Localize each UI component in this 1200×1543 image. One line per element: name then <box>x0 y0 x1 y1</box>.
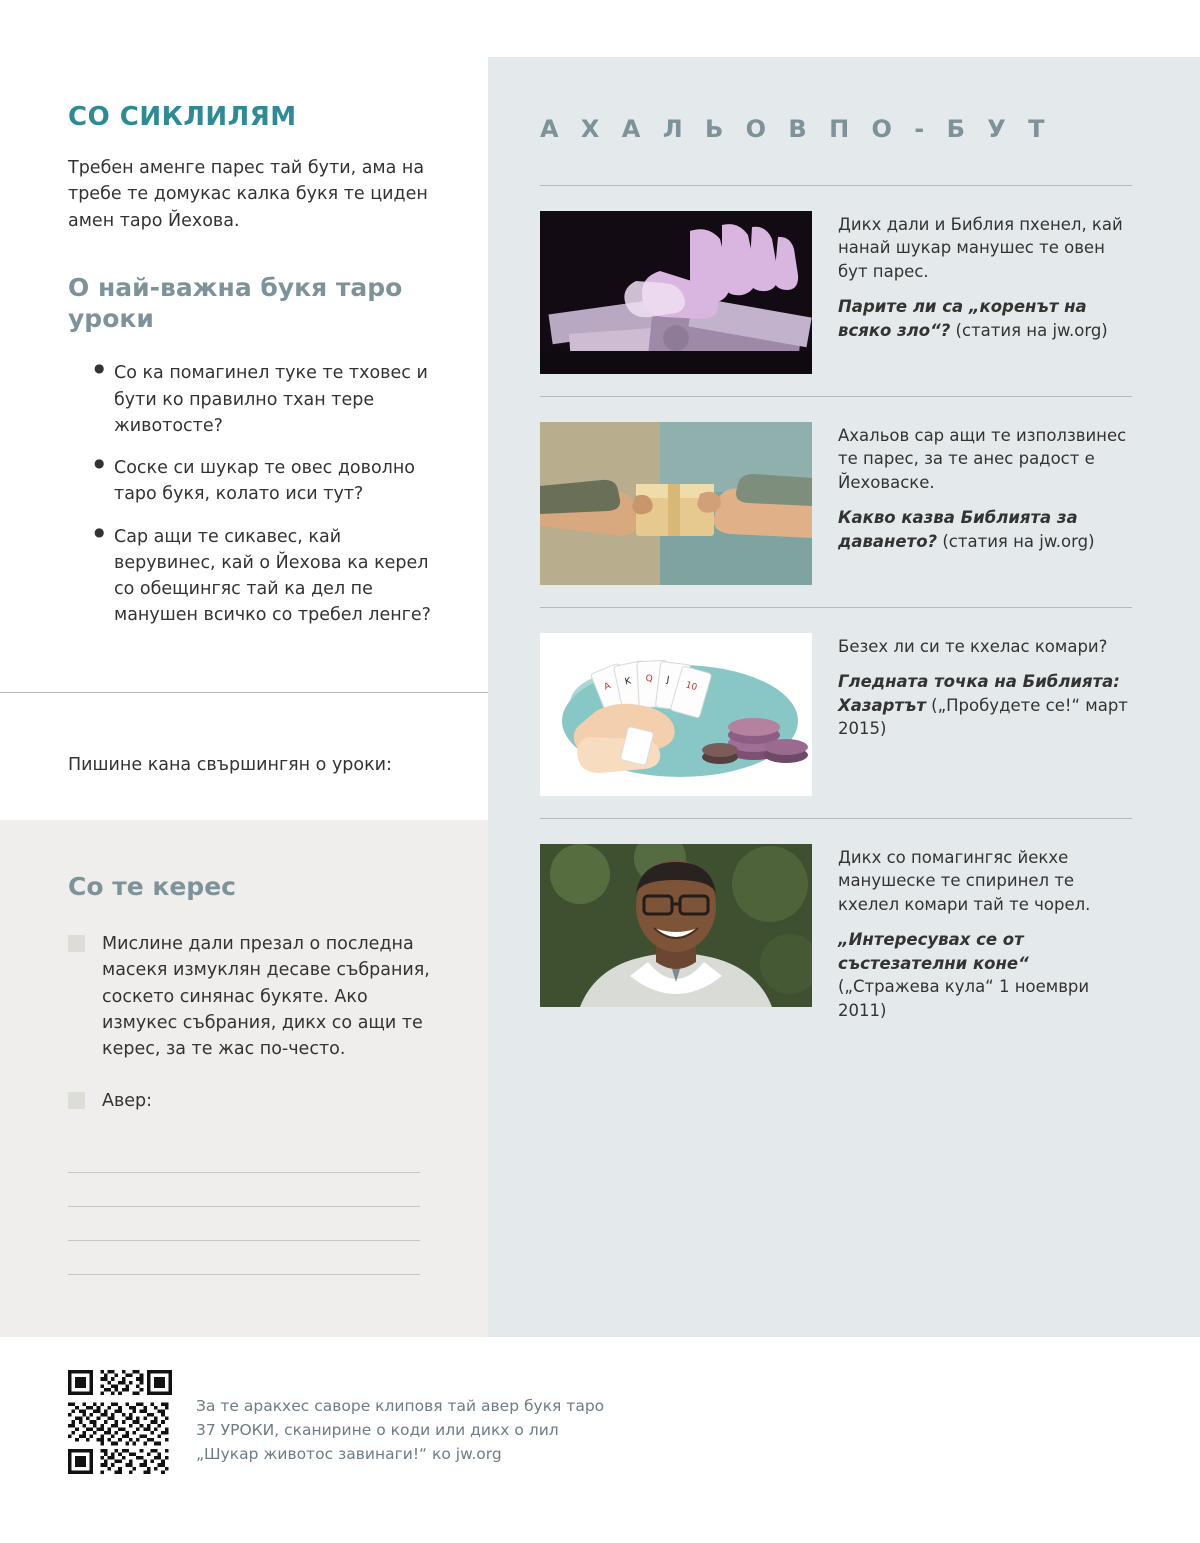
list-item[interactable] <box>540 818 1132 1044</box>
svg-text:10: 10 <box>684 680 699 694</box>
entry-description: Безех ли си те кхелас комари? <box>838 637 1108 656</box>
entry-thumbnail-portrait <box>540 844 812 1007</box>
svg-text:Q: Q <box>645 674 654 685</box>
write-line[interactable] <box>68 1172 420 1173</box>
entry-reference-source: („Пробудете се!“ март 2015) <box>838 695 1128 739</box>
entry-reference <box>838 295 1132 342</box>
section-title: О най-важна букя таро уроки <box>68 272 403 334</box>
list-item[interactable] <box>540 607 1132 818</box>
entry-thumbnail-gift <box>540 422 812 585</box>
divider <box>0 692 488 693</box>
list-item[interactable] <box>540 396 1132 607</box>
checkbox-icon[interactable] <box>68 935 85 952</box>
right-panel-title: А Х А Л Ь О В П О - Б У Т <box>540 115 1052 143</box>
list-item[interactable] <box>540 185 1132 396</box>
list-item: ● Сар ащи те сикавес, кай верувинес, кай о Йехова ка керел со обещингяс тай ка дел пе манушен всичко со требел ленге? <box>94 524 433 629</box>
footer-text <box>196 1394 604 1466</box>
lead-paragraph: Требен аменге парес тай бути, ама на требе те домукас калка букя те циден амен таро Йехова. <box>68 158 428 231</box>
write-line[interactable] <box>68 1240 420 1241</box>
entry-thumbnail-money <box>540 211 812 374</box>
entry-reference <box>838 928 1132 1022</box>
write-line[interactable] <box>68 1206 420 1207</box>
entry-reference <box>838 670 1132 740</box>
entry-thumbnail-cards <box>540 633 812 796</box>
entry-reference-title: „Интересувах се от състезателни коне“ <box>838 930 1029 973</box>
entry-text <box>838 211 1132 374</box>
footer-line: 37 УРОКИ, сканирине о коди или дикх о лил <box>196 1421 559 1440</box>
svg-text:J: J <box>666 675 670 686</box>
checklist-item[interactable] <box>68 1088 438 1114</box>
goals-title: Со те керес <box>68 872 236 901</box>
svg-text:A: A <box>602 681 613 693</box>
page-title: СО СИКЛИЛЯМ <box>68 102 297 132</box>
checklist-item-label: Мислине дали презал о последна масекя измуклян десаве събрания, соскето синянас букяте. Ако измукес събрания, дикх со ащи те керес, за те жас по-често. <box>102 934 430 1059</box>
entry-reference <box>838 506 1132 553</box>
list-item: ● Соске си шукар те овес доволно таро букя, колато иси тут? <box>94 455 433 508</box>
entry-text <box>838 633 1132 796</box>
footer-line: За те аракхес саворе клиповя тай авер букя таро <box>196 1397 605 1415</box>
checklist-item[interactable] <box>68 931 438 1062</box>
entry-reference-title: Гледната точка на Библията: Хазартът <box>838 672 1120 715</box>
footer <box>0 1337 1200 1543</box>
entry-description: Ахальов сар ащи те използвинес те парес, за те анес радост е Йеховаске. <box>838 426 1127 492</box>
right-panel <box>488 57 1200 1337</box>
footer-line: „Шукар животос завинаги!“ ко jw.org <box>196 1445 502 1464</box>
entry-text <box>838 422 1132 585</box>
checklist-item-label: Авер: <box>102 1091 153 1112</box>
entry-reference-source: (статия на jw.org) <box>950 320 1108 340</box>
entry-reference-source: (статия на jw.org) <box>937 531 1095 551</box>
entry-reference-title: Парите ли са „коренът на всяко зло“? <box>838 297 1087 340</box>
svg-text:K: K <box>624 676 632 688</box>
entry-description: Дикх дали и Библия пхенел, кай нанай шукар манушес те овен бут парес. <box>838 215 1123 281</box>
write-prompt: Пишине кана свършингян о уроки: <box>68 755 392 775</box>
blank-write-lines[interactable] <box>68 1172 420 1308</box>
list-item: ● Со ка помагинел туке те тховес и бути ко правилно тхан тере животосте? <box>94 360 433 439</box>
entry-description: Дикх со помагингяс йекхе манушеске те спиринел те кхелел комари тай те чорел. <box>838 848 1091 914</box>
entry-list <box>540 185 1132 1044</box>
qr-code-icon[interactable] <box>68 1370 172 1474</box>
entry-text <box>838 844 1132 1022</box>
question-list <box>68 360 433 628</box>
checkbox-icon[interactable] <box>68 1092 85 1109</box>
entry-reference-source: („Стражева кула“ 1 ноември 2011) <box>838 977 1090 1020</box>
write-line[interactable] <box>68 1274 420 1275</box>
entry-reference-title: Какво казва Библията за даването? <box>838 508 1078 551</box>
